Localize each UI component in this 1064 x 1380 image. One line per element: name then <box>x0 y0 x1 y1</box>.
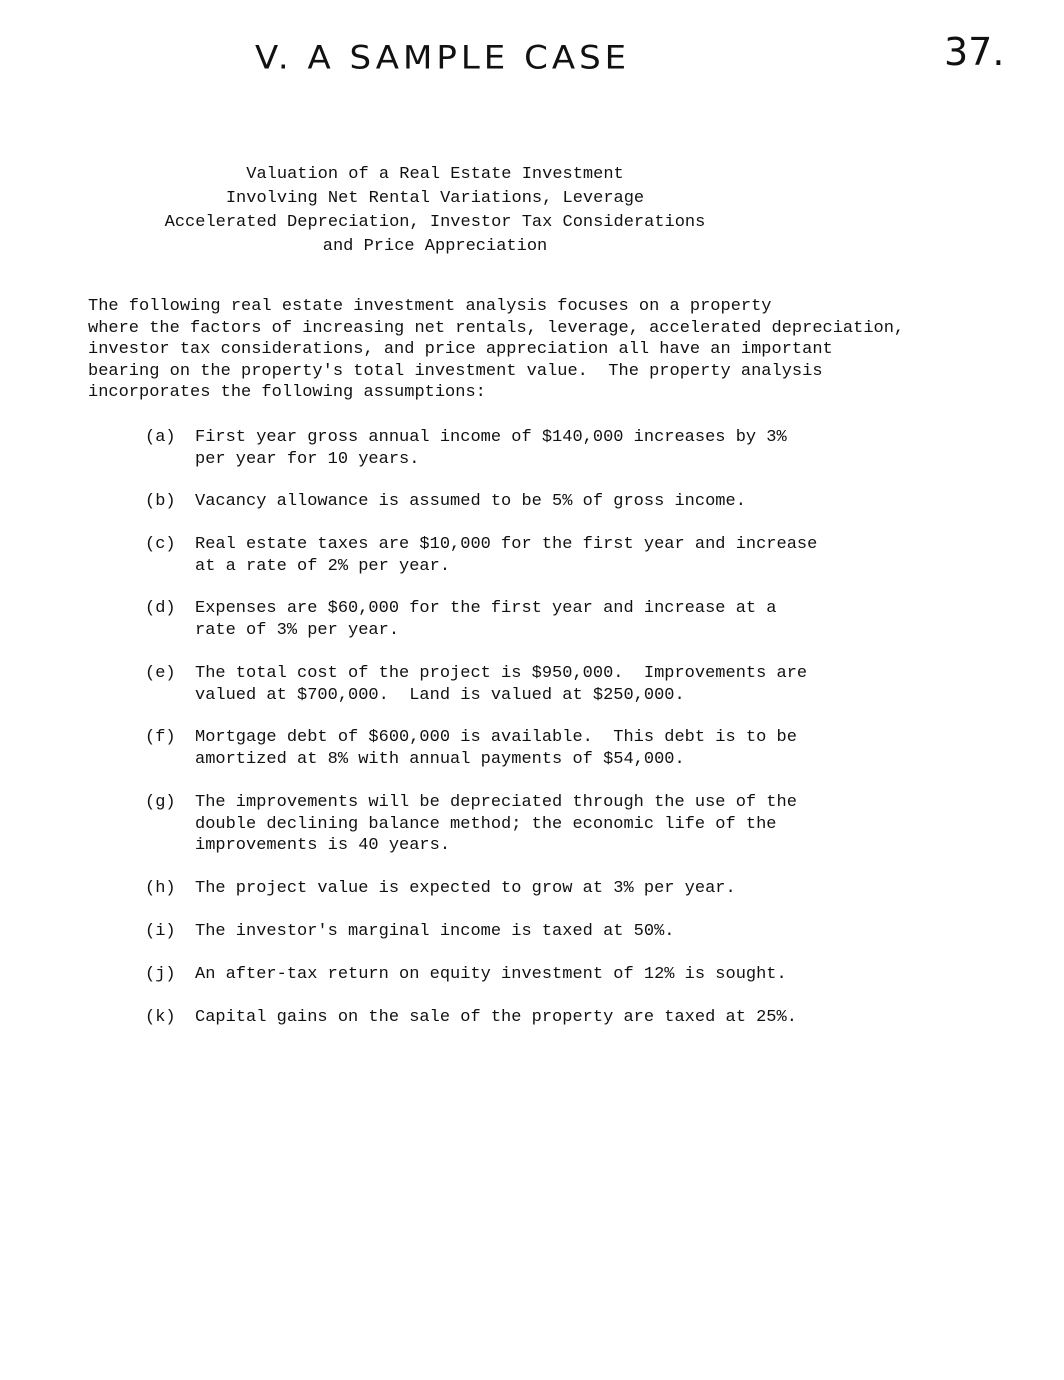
section-heading: V. A SAMPLE CASE <box>255 39 631 77</box>
assumption-letter: (h) <box>145 879 176 898</box>
assumption-line: The total cost of the project is $950,000. Improvements are <box>195 664 808 683</box>
assumption-line: valued at $700,000. Land is valued at $250,000. <box>195 685 685 705</box>
assumption-line: at a rate of 2% per year. <box>195 556 451 576</box>
page-number: 37. <box>944 30 1005 74</box>
assumption-letter: (k) <box>145 1008 176 1027</box>
assumption-line: improvements is 40 years. <box>195 836 451 855</box>
document-title <box>0 163 870 259</box>
assumption-text <box>195 534 915 577</box>
assumption-line: double declining balance method; the economic life of the <box>195 814 777 834</box>
assumption-line: Capital gains on the sale of the property are taxed at 25%. <box>195 1008 797 1027</box>
assumption-text <box>195 663 915 706</box>
assumption-text <box>195 878 915 900</box>
assumption-letter: (g) <box>145 793 176 812</box>
assumption-line: The improvements will be depreciated through the use of the <box>195 793 797 812</box>
assumption-text <box>195 964 915 986</box>
assumption-line: per year for 10 years. <box>195 449 420 469</box>
assumption-letter: (f) <box>145 728 176 747</box>
intro-paragraph <box>88 296 968 404</box>
assumption-letter: (e) <box>145 664 176 683</box>
assumption-line: amortized at 8% with annual payments of $54,000. <box>195 749 685 769</box>
assumption-text <box>195 921 915 943</box>
assumption-text <box>195 427 915 470</box>
assumption-text <box>195 1007 915 1029</box>
assumption-letter: (j) <box>145 965 176 984</box>
assumption-line: Expenses are $60,000 for the first year and increase at a <box>195 599 777 618</box>
title-line: Accelerated Depreciation, Investor Tax Considerations <box>164 213 706 232</box>
assumption-line: First year gross annual income of $140,000 increases by 3% <box>195 428 787 447</box>
assumption-text <box>195 598 915 641</box>
assumption-text <box>195 727 915 770</box>
assumption-text <box>195 792 915 857</box>
intro-line: incorporates the following assumptions: <box>88 383 486 402</box>
title-line: Involving Net Rental Variations, Leverage <box>225 189 645 208</box>
assumption-line: Vacancy allowance is assumed to be 5% of gross income. <box>195 492 746 511</box>
assumption-line: The investor's marginal income is taxed at 50%. <box>195 922 675 941</box>
intro-line: where the factors of increasing net rentals, leverage, accelerated depreciation, <box>88 318 905 338</box>
intro-line: The following real estate investment analysis focuses on a property <box>88 297 772 316</box>
intro-line: bearing on the property's total investment value. The property analysis <box>88 361 823 381</box>
assumption-line: Mortgage debt of $600,000 is available. This debt is to be <box>195 728 797 747</box>
title-line: Valuation of a Real Estate Investment <box>246 165 624 184</box>
assumption-line: An after-tax return on equity investment of 12% is sought. <box>195 965 787 984</box>
assumption-letter: (b) <box>145 492 176 511</box>
title-line: and Price Appreciation <box>322 237 548 256</box>
assumption-line: Real estate taxes are $10,000 for the first year and increase <box>195 535 818 554</box>
assumption-line: The project value is expected to grow at 3% per year. <box>195 879 736 898</box>
assumption-line: rate of 3% per year. <box>195 620 400 640</box>
assumption-letter: (d) <box>145 599 176 618</box>
assumption-text <box>195 491 915 513</box>
intro-line: investor tax considerations, and price appreciation all have an important <box>88 340 833 359</box>
assumption-letter: (a) <box>145 428 176 447</box>
assumption-letter: (i) <box>145 922 176 941</box>
assumption-letter: (c) <box>145 535 176 554</box>
